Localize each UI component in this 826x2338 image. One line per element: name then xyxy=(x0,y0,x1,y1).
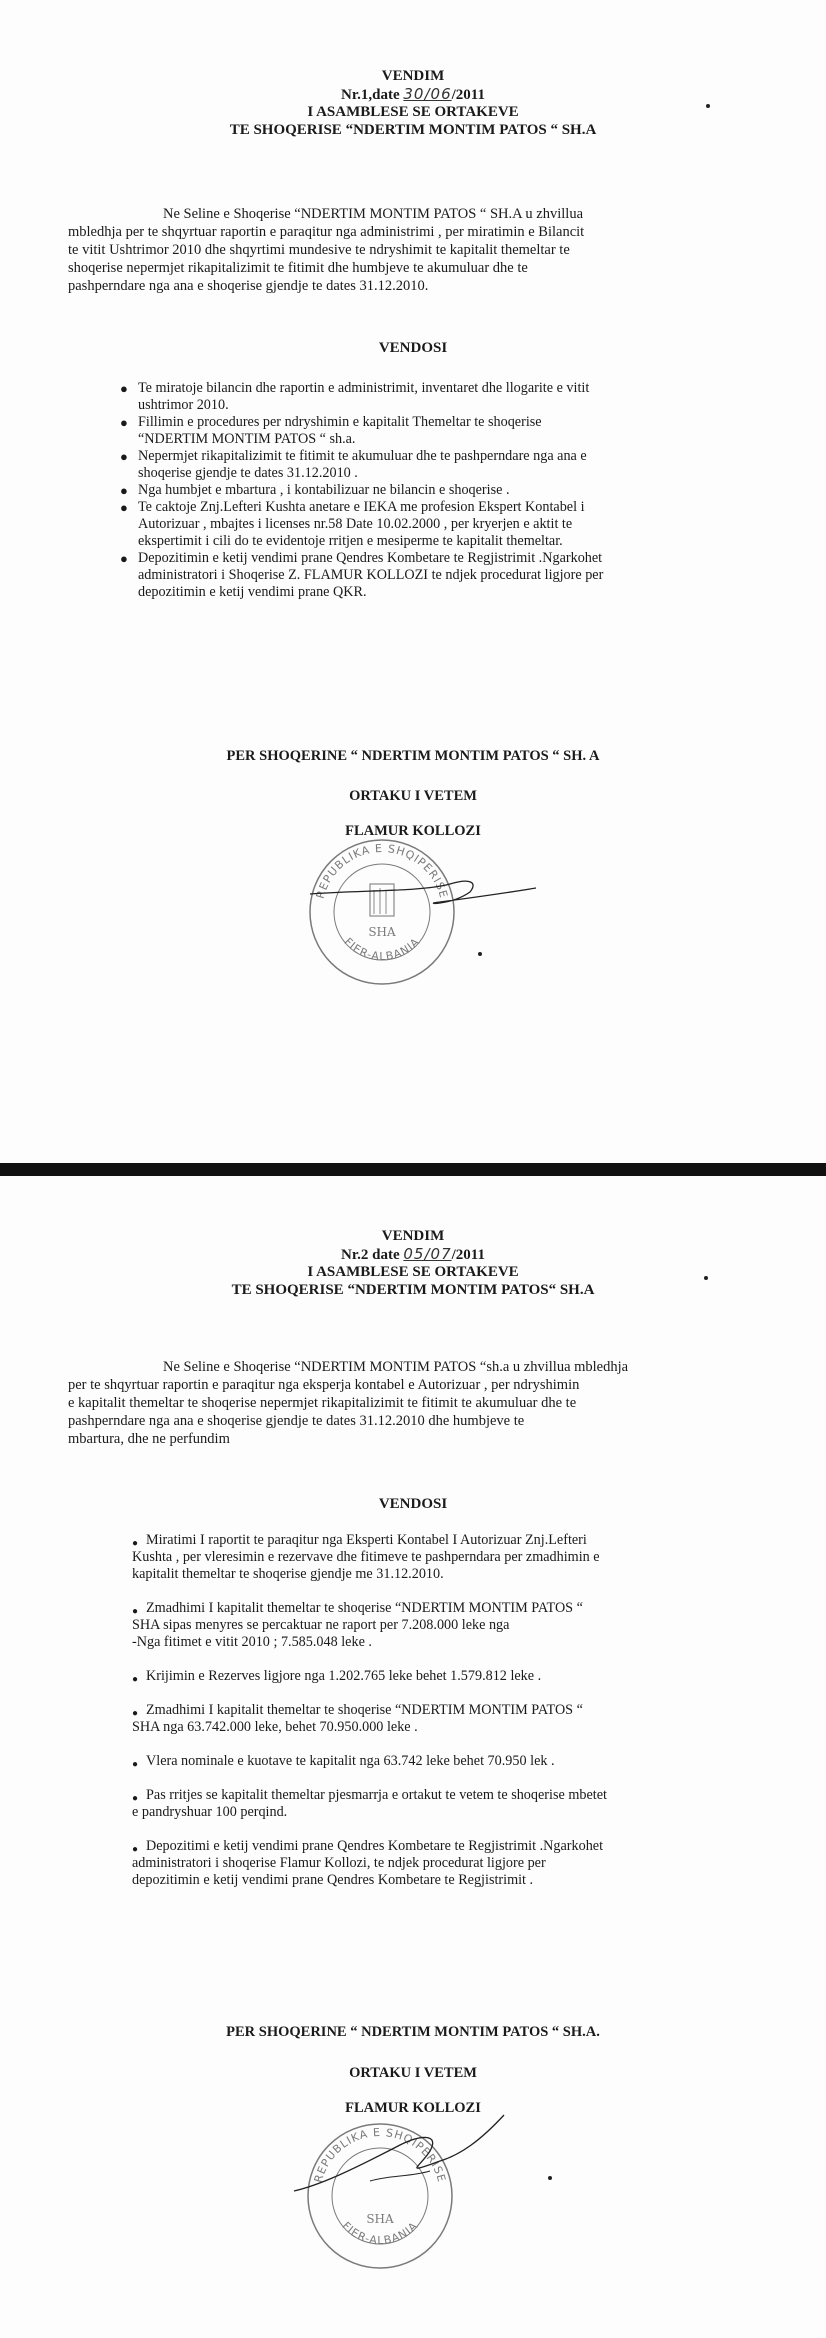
bullet-icon: ● xyxy=(120,551,128,566)
assembly-title: I ASAMBLESE SE ORTAKEVE xyxy=(307,1264,519,1280)
decision-list xyxy=(118,380,758,601)
svg-text:REPUBLIKA E SHQIPERISE: REPUBLIKA E SHQIPERISE xyxy=(311,2125,449,2185)
list-item: ● Nepermjet rikapitalizimit te fitimit te akumuluar dhe te pashperndare nga ana e shoqerise gjendje te dates 31.12.2010 . xyxy=(120,448,587,481)
document-page-1 xyxy=(0,0,826,1163)
intro-paragraph xyxy=(68,205,758,295)
bullet-icon: ● xyxy=(120,449,128,464)
svg-text:FIER-ALBANIA: FIER-ALBANIA xyxy=(339,2219,421,2248)
signature-company: PER SHOQERINE “ NDERTIM MONTIM PATOS “ SH.A. xyxy=(226,2024,600,2040)
bullet-icon: ● xyxy=(132,1759,139,1770)
company-title: TE SHOQERISE “NDERTIM MONTIM PATOS “ SH.A xyxy=(229,122,597,138)
paragraph-line: shoqerise nepermjet rikapitalizimit te fitimit dhe humbjeve te akumuluar dhe te xyxy=(68,260,528,276)
signature-company: PER SHOQERINE “ NDERTIM MONTIM PATOS “ SH. A xyxy=(226,748,600,764)
svg-text:FIER-ALBANIA: FIER-ALBANIA xyxy=(341,935,423,964)
svg-text:SHA: SHA xyxy=(366,2212,394,2226)
company-title: TE SHOQERISE “NDERTIM MONTIM PATOS“ SH.A xyxy=(231,1282,595,1298)
list-item: ● Miratimi I raportit te paraqitur nga Eksperti Kontabel I Autorizuar Znj.Lefteri Kushta , per vleresimin e rezervave dhe fitimeve te pashperndara per zmadhimin e kapitalit themeltar te shoqerise gjendje me 31.12.2010. xyxy=(132,1532,600,1582)
bullet-icon: ● xyxy=(132,1538,139,1549)
decision-title: VENDIM xyxy=(381,1228,445,1244)
paragraph-line: mbledhja per te shqyrtuar raportin e paraqitur nga administrimi , per miratimin e Bilancit xyxy=(68,224,585,240)
list-item: ● Te caktoje Znj.Lefteri Kushta anetare e IEKA me profesion Ekspert Kontabel i Autorizuar , mbajtes i licenses nr.58 Date 10.02.2000 , per kryerjen e aktit te ekspertimit i cili do te evidentoje rritjen e mesiperme te kapitalit themeltar. xyxy=(120,499,585,549)
decision-number-date xyxy=(0,1246,826,1264)
scan-speck xyxy=(478,952,482,956)
list-item: ● Depozitimi e ketij vendimi prane Qendres Kombetare te Regjistrimit .Ngarkohet administratori i shoqerise Flamur Kollozi, te ndjek procedurat ligjore per depozitimin e ketij vendimi prane Qendres Kombetare te Regjistrimit . xyxy=(132,1838,604,1888)
decision-title: VENDIM xyxy=(381,68,445,84)
list-item: ● Zmadhimi I kapitalit themeltar te shoqerise “NDERTIM MONTIM PATOS “ SHA nga 63.742.000 leke, behet 70.950.000 leke . xyxy=(132,1702,583,1735)
handwritten-date: 30/06 xyxy=(403,85,452,103)
bullet-icon: ● xyxy=(120,483,128,498)
decision-year: /2011 xyxy=(451,87,485,103)
signature-role: ORTAKU I VETEM xyxy=(349,788,477,804)
intro-paragraph xyxy=(68,1358,758,1448)
list-item: ● Zmadhimi I kapitalit themeltar te shoqerise “NDERTIM MONTIM PATOS “ SHA sipas menyres se percaktuar ne raport per 7.208.000 leke nga -Nga fitimet e vitit 2010 ; 7.585.048 leke . xyxy=(132,1600,583,1650)
svg-text:REPUBLIKA E SHQIPERISE: REPUBLIKA E SHQIPERISE xyxy=(313,841,451,901)
paragraph-line: e kapitalit themeltar te shoqerise nepermjet rikapitalizimit te fitimit te akumuluar dhe te xyxy=(68,1395,577,1411)
bullet-icon: ● xyxy=(132,1674,139,1685)
paragraph-line: Ne Seline e Shoqerise “NDERTIM MONTIM PATOS “ SH.A u zhvillua xyxy=(163,206,584,222)
signature-name: FLAMUR KOLLOZI xyxy=(345,823,481,839)
bullet-icon: ● xyxy=(120,381,128,396)
paragraph-line: mbartura, dhe ne perfundim xyxy=(68,1431,230,1447)
paragraph-line: Ne Seline e Shoqerise “NDERTIM MONTIM PATOS “sh.a u zhvillua mbledhja xyxy=(163,1359,629,1375)
bullet-icon: ● xyxy=(120,415,128,430)
paragraph-line: per te shqyrtuar raportin e paraqitur nga eksperja kontabel e Autorizuar , per ndryshimin xyxy=(68,1377,580,1393)
bullet-icon: ● xyxy=(132,1793,139,1804)
signature-role: ORTAKU I VETEM xyxy=(349,2065,477,2081)
bullet-icon: ● xyxy=(132,1606,139,1617)
assembly-title: I ASAMBLESE SE ORTAKEVE xyxy=(307,104,519,120)
decision-list xyxy=(132,1532,772,1889)
section-heading: VENDOSI xyxy=(378,340,448,356)
scan-speck xyxy=(706,104,710,108)
list-item: ● Nga humbjet e mbartura , i kontabilizuar ne bilancin e shoqerise . xyxy=(120,482,510,498)
decision-number: Nr.1,date xyxy=(341,87,404,103)
document-page-2 xyxy=(0,1176,826,2338)
bullet-icon: ● xyxy=(132,1708,139,1719)
bullet-icon: ● xyxy=(132,1844,139,1855)
svg-text:SHA: SHA xyxy=(368,925,396,939)
company-stamp xyxy=(300,832,540,992)
list-item: ● Fillimin e procedures per ndryshimin e kapitalit Themeltar te shoqerise “NDERTIM MONTIM PATOS “ sh.a. xyxy=(120,414,542,447)
paragraph-line: pashperndare nga ana e shoqerise gjendje te dates 31.12.2010. xyxy=(68,278,429,294)
list-item: ● Krijimin e Rezerves ligjore nga 1.202.765 leke behet 1.579.812 leke . xyxy=(132,1668,772,1685)
paragraph-line: pashperndare nga ana e shoqerise gjendje te dates 31.12.2010 dhe humbjeve te xyxy=(68,1413,525,1429)
decision-number-date xyxy=(0,86,826,104)
scan-speck xyxy=(704,1276,708,1280)
paragraph-line: te vitit Ushtrimor 2010 dhe shqyrtimi mundesive te ndryshimit te kapitalit themeltar te xyxy=(68,242,570,258)
list-item: ● Vlera nominale e kuotave te kapitalit nga 63.742 leke behet 70.950 lek . xyxy=(132,1753,772,1770)
list-item: ● Pas rritjes se kapitalit themeltar pjesmarrja e ortakut te vetem te shoqerise mbetet e pandryshuar 100 perqind. xyxy=(132,1787,607,1820)
company-stamp xyxy=(290,2111,510,2281)
page-divider xyxy=(0,1163,826,1176)
decision-number: Nr.2 date xyxy=(341,1247,404,1263)
handwritten-date: 05/07 xyxy=(403,1245,452,1263)
bullet-icon: ● xyxy=(120,500,128,515)
list-item: ● Te miratoje bilancin dhe raportin e administrimit, inventaret dhe llogarite e vitit ushtrimor 2010. xyxy=(120,380,590,413)
scan-speck xyxy=(548,2176,552,2180)
list-item: ● Depozitimin e ketij vendimi prane Qendres Kombetare te Regjistrimit .Ngarkohet administratori i Shoqerise Z. FLAMUR KOLLOZI te ndjek procedurat ligjore per depozitimin e ketij vendimi prane QKR. xyxy=(120,550,604,600)
section-heading: VENDOSI xyxy=(378,1496,448,1512)
signature-name: FLAMUR KOLLOZI xyxy=(345,2100,481,2116)
decision-year: /2011 xyxy=(451,1247,485,1263)
